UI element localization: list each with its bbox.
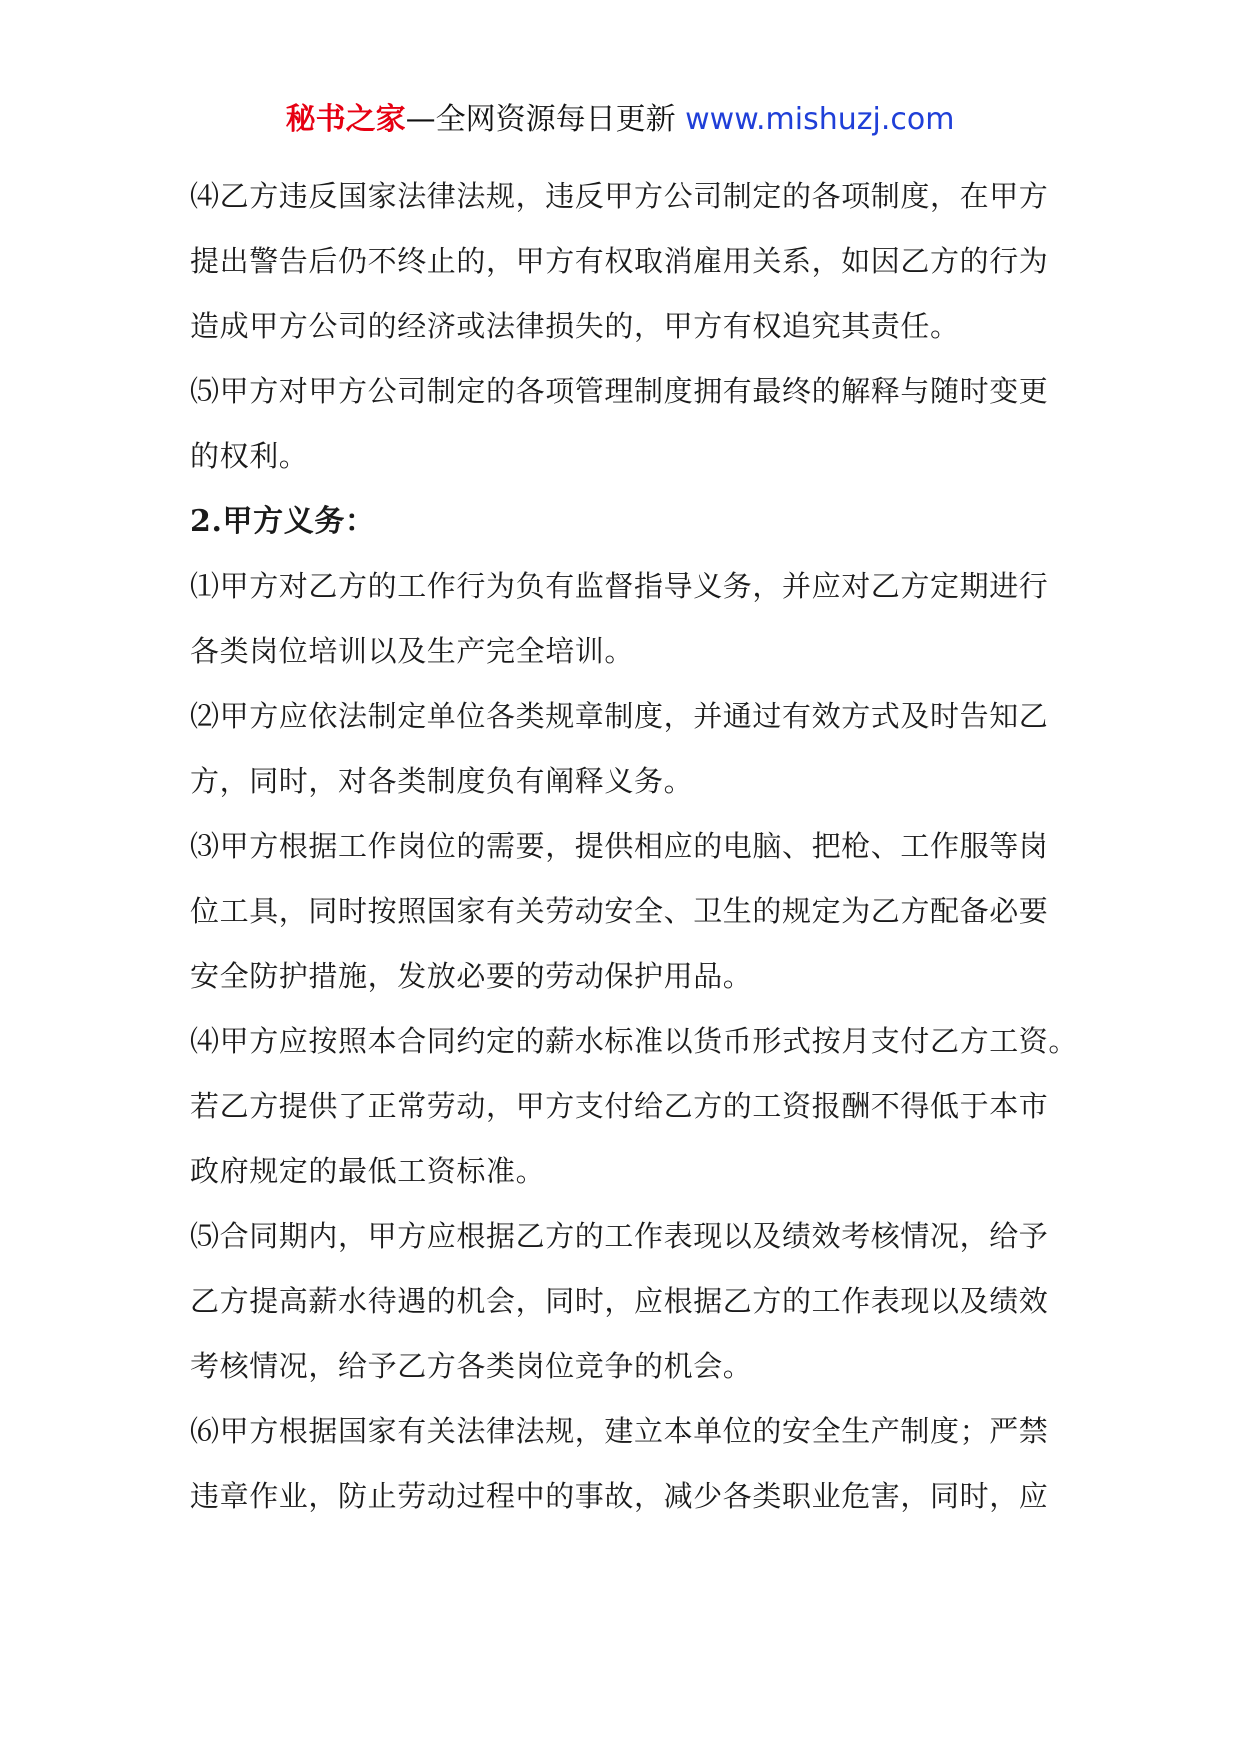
page-header (0, 98, 1240, 142)
text-line: 位工具，同时按照国家有关劳动安全、卫生的规定为乙方配备必要 (190, 894, 1049, 928)
text-line: 的权利。 (190, 439, 309, 473)
document-body (190, 164, 1079, 1529)
text-line: ⑸甲方对甲方公司制定的各项管理制度拥有最终的解释与随时变更 (190, 374, 1049, 408)
text-line: ⑵甲方应依法制定单位各类规章制度，并通过有效方式及时告知乙 (190, 699, 1049, 733)
header-tagline: —全网资源每日更新 (405, 102, 676, 137)
text-line: 若乙方提供了正常劳动，甲方支付给乙方的工资报酬不得低于本市 (190, 1089, 1049, 1123)
text-line: 政府规定的最低工资标准。 (190, 1154, 546, 1188)
text-line: 造成甲方公司的经济或法律损失的，甲方有权追究其责任。 (190, 309, 960, 343)
text-line: ⑹甲方根据国家有关法律法规，建立本单位的安全生产制度；严禁 (190, 1414, 1049, 1448)
text-line: ⑶甲方根据工作岗位的需要，提供相应的电脑、把枪、工作服等岗 (190, 829, 1049, 863)
text-line: ⑷甲方应按照本合同约定的薪水标准以货币形式按月支付乙方工资。 (190, 1024, 1079, 1058)
site-url-link[interactable]: www.mishuzj.com (685, 102, 955, 137)
text-line: ⑸合同期内，甲方应根据乙方的工作表现以及绩效考核情况，给予 (190, 1219, 1049, 1253)
brand-name: 秘书之家 (285, 102, 406, 137)
text-line: ⑴甲方对乙方的工作行为负有监督指导义务，并应对乙方定期进行 (190, 569, 1049, 603)
text-line: 各类岗位培训以及生产完全培训。 (190, 634, 635, 668)
text-line: 安全防护措施，发放必要的劳动保护用品。 (190, 959, 753, 993)
section-heading: 2.甲方义务： (190, 504, 376, 539)
text-line: 提出警告后仍不终止的，甲方有权取消雇用关系，如因乙方的行为 (190, 244, 1049, 278)
text-line: ⑷乙方违反国家法律法规，违反甲方公司制定的各项制度，在甲方 (190, 179, 1049, 213)
text-line: 考核情况，给予乙方各类岗位竞争的机会。 (190, 1349, 753, 1383)
text-line: 方，同时，对各类制度负有阐释义务。 (190, 764, 694, 798)
text-line: 违章作业，防止劳动过程中的事故，减少各类职业危害，同时，应 (190, 1479, 1049, 1513)
text-line: 乙方提高薪水待遇的机会，同时，应根据乙方的工作表现以及绩效 (190, 1284, 1049, 1318)
